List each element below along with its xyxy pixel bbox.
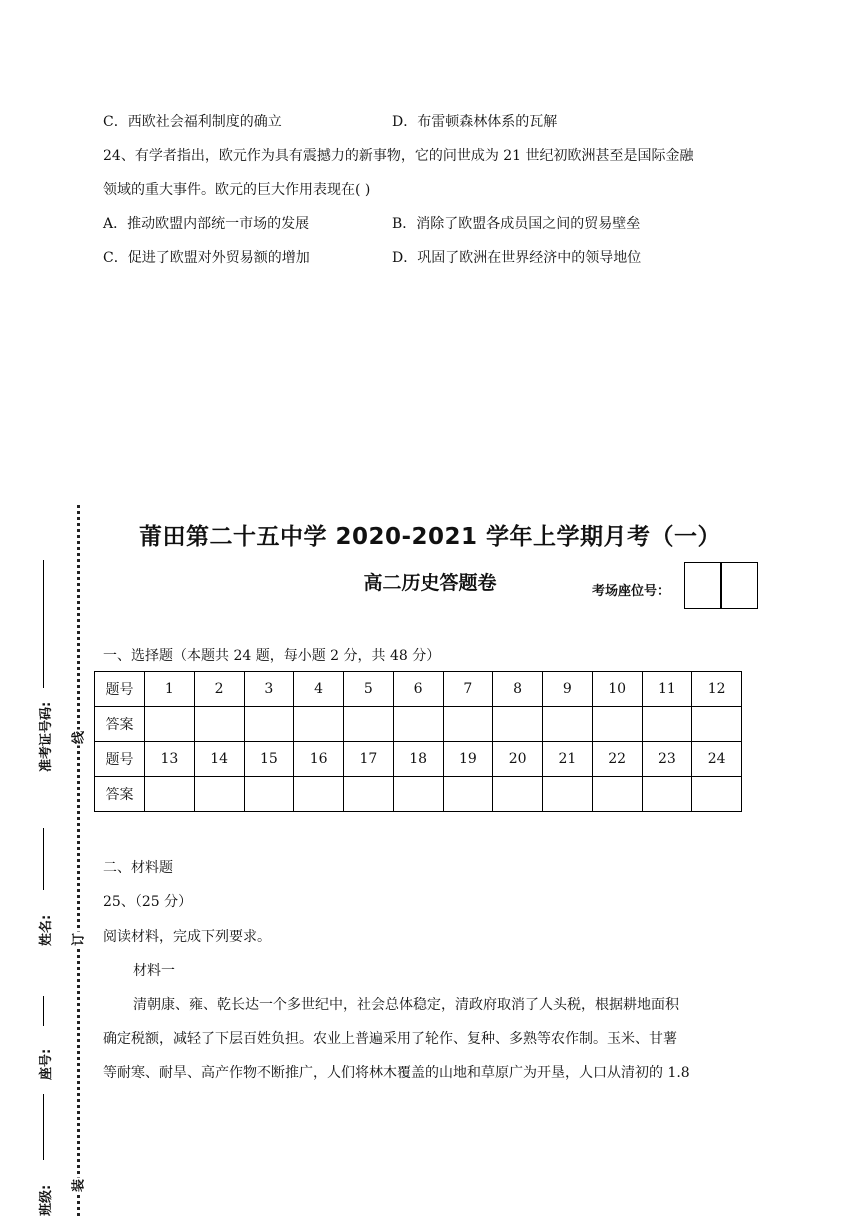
row-label-answer: 答案 <box>95 707 145 742</box>
question-number: 9 <box>543 672 593 707</box>
answer-cell[interactable] <box>244 707 294 742</box>
row-label-question: 题号 <box>95 742 145 777</box>
answer-cell[interactable] <box>294 707 344 742</box>
question-number: 15 <box>244 742 294 777</box>
question-24-line2: 领域的重大事件。欧元的巨大作用表现在( ) <box>103 182 371 198</box>
seat-number-label: 考场座位号： <box>592 584 671 599</box>
margin-char-ding: 订 <box>68 932 87 948</box>
question-25-heading: 25、（25 分） <box>103 894 193 910</box>
name-label: 姓名: <box>39 914 54 946</box>
question-number: 22 <box>592 742 642 777</box>
exam-id-label: 准考证号码: <box>39 701 54 772</box>
table-row <box>95 742 742 777</box>
answer-cell[interactable] <box>443 707 493 742</box>
answer-cell[interactable] <box>592 707 642 742</box>
answer-cell[interactable] <box>692 777 742 812</box>
answer-cell[interactable] <box>642 777 692 812</box>
question-number: 11 <box>642 672 692 707</box>
seat-number-box-2[interactable] <box>720 562 758 609</box>
seat-write-line <box>43 996 44 1026</box>
answer-cell[interactable] <box>393 777 443 812</box>
question-number: 18 <box>393 742 443 777</box>
material-paragraph-line3: 等耐寒、耐旱、高产作物不断推广，人们将林木覆盖的山地和草原广为开垦，人口从清初的 1.8 <box>103 1065 690 1081</box>
class-label: 班级: <box>39 1184 54 1216</box>
material-title: 材料一 <box>133 963 175 979</box>
answer-cell[interactable] <box>642 707 692 742</box>
answer-cell[interactable] <box>244 777 294 812</box>
answer-cell[interactable] <box>543 777 593 812</box>
answer-cell[interactable] <box>145 707 195 742</box>
answer-cell[interactable] <box>194 777 244 812</box>
exam-title: 莆田第二十五中学 2020-2021 学年上学期月考（一） <box>138 524 722 550</box>
exam-subtitle: 高二历史答题卷 <box>363 572 497 594</box>
answer-cell[interactable] <box>592 777 642 812</box>
answer-cell[interactable] <box>145 777 195 812</box>
question-number: 20 <box>493 742 543 777</box>
question-number: 5 <box>344 672 394 707</box>
option-b-q24: B．消除了欧盟各成员国之间的贸易壁垒 <box>392 216 641 232</box>
table-row <box>95 707 742 742</box>
answer-cell[interactable] <box>294 777 344 812</box>
option-c-q23: C．西欧社会福利制度的确立 <box>103 114 282 130</box>
question-number: 2 <box>194 672 244 707</box>
question-25-instruction: 阅读材料，完成下列要求。 <box>103 929 271 945</box>
seat-label: 座号: <box>39 1048 54 1080</box>
section1-heading: 一、选择题（本题共 24 题，每小题 2 分，共 48 分） <box>103 648 441 664</box>
question-number: 23 <box>642 742 692 777</box>
binding-dotted-line <box>77 505 80 1216</box>
answer-cell[interactable] <box>692 707 742 742</box>
question-number: 13 <box>145 742 195 777</box>
option-d-q24: D．巩固了欧洲在世界经济中的领导地位 <box>392 250 642 266</box>
option-a-q24: A．推动欧盟内部统一市场的发展 <box>103 216 310 232</box>
row-label-answer: 答案 <box>95 777 145 812</box>
question-number: 4 <box>294 672 344 707</box>
answer-cell[interactable] <box>344 777 394 812</box>
answer-grid <box>94 671 742 812</box>
question-number: 16 <box>294 742 344 777</box>
question-number: 3 <box>244 672 294 707</box>
question-number: 14 <box>194 742 244 777</box>
answer-cell[interactable] <box>493 777 543 812</box>
material-paragraph-line1: 清朝康、雍、乾长达一个多世纪中，社会总体稳定，清政府取消了人头税，根据耕地面积 <box>133 997 679 1013</box>
table-row <box>95 777 742 812</box>
row-label-question: 题号 <box>95 672 145 707</box>
question-number: 8 <box>493 672 543 707</box>
option-d-q23: D．布雷顿森林体系的瓦解 <box>392 114 558 130</box>
table-row <box>95 672 742 707</box>
question-number: 6 <box>393 672 443 707</box>
class-write-line <box>43 1094 44 1160</box>
seat-number-box-1[interactable] <box>684 562 722 609</box>
name-write-line <box>43 828 44 890</box>
answer-cell[interactable] <box>543 707 593 742</box>
question-number: 12 <box>692 672 742 707</box>
answer-cell[interactable] <box>493 707 543 742</box>
margin-char-xian: 线 <box>68 730 87 746</box>
material-paragraph-line2: 确定税额，减轻了下层百姓负担。农业上普遍采用了轮作、复种、多熟等农作制。玉米、甘薯 <box>103 1031 677 1047</box>
question-number: 17 <box>344 742 394 777</box>
question-number: 10 <box>592 672 642 707</box>
question-number: 19 <box>443 742 493 777</box>
section2-heading: 二、材料题 <box>103 860 173 876</box>
answer-cell[interactable] <box>344 707 394 742</box>
question-number: 21 <box>543 742 593 777</box>
margin-char-zhuang: 装 <box>68 1178 87 1194</box>
question-number: 7 <box>443 672 493 707</box>
answer-cell[interactable] <box>393 707 443 742</box>
answer-cell[interactable] <box>194 707 244 742</box>
option-c-q24: C．促进了欧盟对外贸易额的增加 <box>103 250 310 266</box>
question-number: 24 <box>692 742 742 777</box>
question-number: 1 <box>145 672 195 707</box>
answer-cell[interactable] <box>443 777 493 812</box>
question-24-line1: 24、有学者指出，欧元作为具有震撼力的新事物，它的问世成为 21 世纪初欧洲甚至是国际金融 <box>103 148 694 164</box>
